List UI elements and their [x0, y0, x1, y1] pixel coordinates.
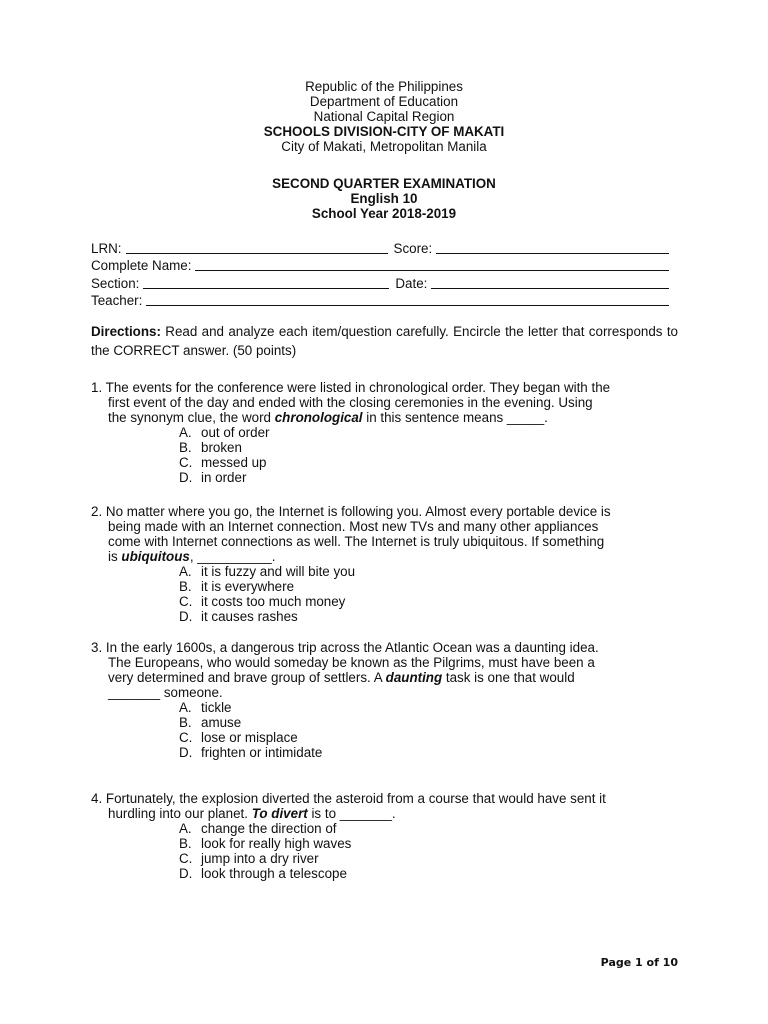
page-number: Page 1 of 10: [600, 956, 678, 969]
row-section-date: [91, 273, 669, 291]
options-list: [91, 821, 678, 881]
option-d[interactable]: [179, 866, 678, 881]
question-number: 1.: [91, 380, 103, 395]
question-stem: [91, 640, 678, 700]
row-name: [91, 256, 669, 274]
teacher-label: Teacher:: [91, 293, 143, 308]
exam-title: SECOND QUARTER EXAMINATION: [272, 176, 496, 191]
stem-text: in this sentence means _____.: [362, 410, 548, 425]
option-a[interactable]: [179, 821, 678, 836]
section-line[interactable]: [143, 276, 389, 289]
stem-text: task is one that would: [442, 670, 575, 685]
option-letter: D.: [179, 745, 193, 760]
option-text: in order: [201, 470, 247, 485]
option-text: look through a telescope: [201, 866, 347, 881]
question-1: [91, 380, 678, 485]
question-number: 3.: [91, 640, 103, 655]
question-3: [91, 640, 678, 760]
option-letter: B.: [179, 715, 192, 730]
question-4: [91, 791, 678, 881]
date-label: Date:: [395, 275, 428, 291]
question-stem: [91, 791, 678, 821]
option-text: tickle: [201, 700, 232, 715]
option-letter: A.: [179, 700, 192, 715]
options-list: [91, 700, 678, 760]
row-teacher: [91, 291, 669, 309]
option-letter: D.: [179, 866, 193, 881]
option-c[interactable]: [179, 851, 678, 866]
option-text: broken: [201, 440, 242, 455]
directions-text: Read and analyze each item/question carefully. Encircle the letter that corresponds to the CORRECT answer. (50 points): [91, 324, 678, 358]
option-c[interactable]: [179, 730, 678, 745]
name-label: Complete Name:: [91, 258, 192, 273]
stem-line: The events for the conference were listed in chronological order. They began with the: [105, 380, 611, 395]
stem-text: , __________.: [189, 549, 276, 564]
lrn-label: LRN:: [91, 240, 122, 256]
option-text: lose or misplace: [201, 730, 298, 745]
option-letter: C.: [179, 594, 193, 609]
options-list: [91, 425, 678, 485]
question-stem: [91, 380, 678, 425]
option-text: it costs too much money: [201, 594, 346, 609]
option-text: look for really high waves: [201, 836, 352, 851]
section-label: Section:: [91, 275, 140, 291]
exam-title-block: [0, 176, 768, 221]
option-d[interactable]: [179, 745, 678, 760]
stem-line: In the early 1600s, a dangerous trip across the Atlantic Ocean was a daunting idea.: [105, 640, 599, 655]
lrn-line[interactable]: [126, 241, 388, 254]
key-word: ubiquitous: [121, 549, 190, 564]
header-region: National Capital Region: [313, 109, 455, 124]
score-line[interactable]: [436, 241, 669, 254]
option-b[interactable]: [179, 440, 678, 455]
option-b[interactable]: [179, 836, 678, 851]
option-letter: C.: [179, 730, 193, 745]
directions-label: Directions:: [91, 324, 161, 339]
stem-line: Fortunately, the explosion diverted the asteroid from a course that would have sent it: [105, 791, 606, 806]
key-word: To divert: [251, 806, 308, 821]
option-text: it is everywhere: [201, 579, 295, 594]
teacher-line[interactable]: [146, 293, 669, 306]
stem-text: the synonym clue, the word: [108, 410, 275, 425]
stem-line: come with Internet connections as well. The Internet is truly ubiquitous. If something: [108, 534, 605, 549]
stem-line: being made with an Internet connection. Most new TVs and many other appliances: [108, 519, 599, 534]
option-b[interactable]: [179, 579, 678, 594]
stem-text: hurdling into our planet.: [108, 806, 252, 821]
student-info-fields: [91, 238, 669, 308]
row-lrn-score: [91, 238, 669, 256]
key-word: daunting: [385, 670, 443, 685]
option-letter: B.: [179, 579, 192, 594]
option-a[interactable]: [179, 700, 678, 715]
option-text: jump into a dry river: [201, 851, 319, 866]
question-stem: [91, 504, 678, 564]
option-text: amuse: [201, 715, 242, 730]
option-d[interactable]: [179, 470, 678, 485]
name-line[interactable]: [195, 258, 669, 271]
option-text: it causes rashes: [201, 609, 298, 624]
stem-line: The Europeans, who would someday be known as the Pilgrims, must have been a: [108, 655, 595, 670]
option-letter: C.: [179, 455, 193, 470]
stem-line: No matter where you go, the Internet is following you. Almost every portable device is: [105, 504, 611, 519]
option-letter: B.: [179, 836, 192, 851]
option-text: it is fuzzy and will bite you: [201, 564, 356, 579]
option-text: frighten or intimidate: [201, 745, 323, 760]
option-b[interactable]: [179, 715, 678, 730]
option-text: out of order: [201, 425, 270, 440]
header-division: SCHOOLS DIVISION-CITY OF MAKATI: [263, 124, 505, 139]
header-republic: Republic of the Philippines: [305, 79, 463, 94]
option-letter: A.: [179, 425, 192, 440]
option-letter: B.: [179, 440, 192, 455]
exam-school-year: School Year 2018-2019: [311, 206, 457, 221]
option-text: messed up: [201, 455, 267, 470]
option-letter: C.: [179, 851, 193, 866]
option-d[interactable]: [179, 609, 678, 624]
stem-text: is to _______.: [307, 806, 396, 821]
option-a[interactable]: [179, 564, 678, 579]
option-letter: A.: [179, 564, 192, 579]
question-number: 4.: [91, 791, 103, 806]
question-2: [91, 504, 678, 624]
option-letter: A.: [179, 821, 192, 836]
header-city: City of Makati, Metropolitan Manila: [281, 139, 487, 154]
option-c[interactable]: [179, 455, 678, 470]
date-line[interactable]: [431, 276, 669, 289]
header-department: Department of Education: [309, 94, 459, 109]
option-letter: D.: [179, 609, 193, 624]
option-letter: D.: [179, 470, 193, 485]
directions: [91, 322, 678, 360]
stem-text: is: [108, 549, 122, 564]
option-c[interactable]: [179, 594, 678, 609]
question-number: 2.: [91, 504, 103, 519]
stem-line: first event of the day and ended with the closing ceremonies in the evening. Using: [108, 395, 593, 410]
key-word: chronological: [274, 410, 363, 425]
stem-text: very determined and brave group of settlers. A: [108, 670, 386, 685]
document-header: [0, 79, 768, 154]
options-list: [91, 564, 678, 624]
stem-line: _______ someone.: [108, 685, 223, 700]
exam-subject: English 10: [350, 191, 418, 206]
score-label: Score:: [393, 240, 433, 256]
option-text: change the direction of: [201, 821, 337, 836]
option-a[interactable]: [179, 425, 678, 440]
